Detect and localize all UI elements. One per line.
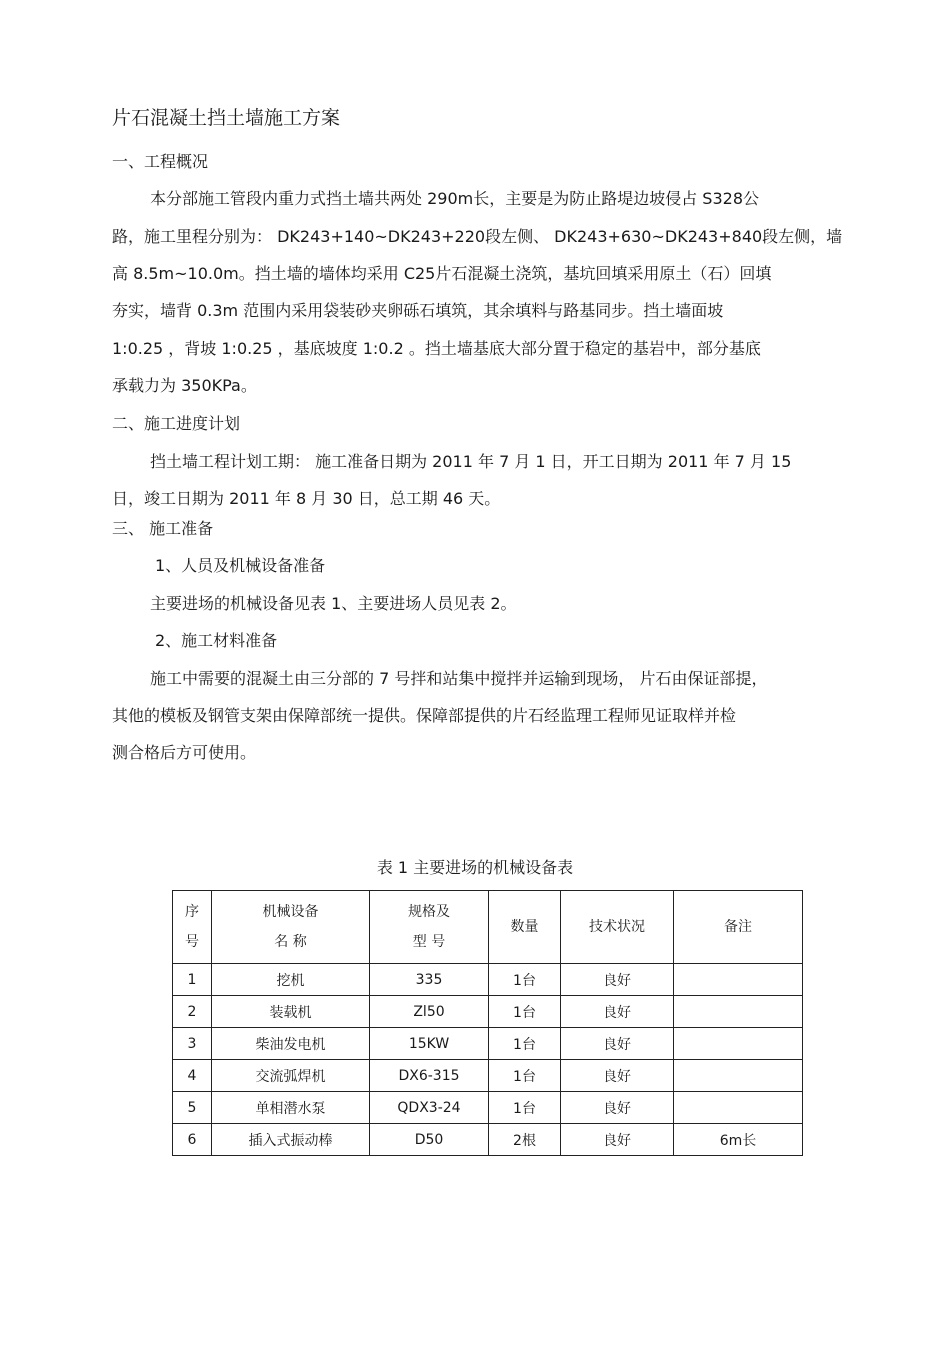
cell-no: 6 (173, 1124, 212, 1156)
paragraph-1-line-6: 承载力为 350KPa。 (112, 376, 257, 395)
cell-note (674, 964, 803, 996)
header-no-line-2: 号 (185, 934, 199, 950)
table-header-row (173, 891, 803, 964)
cell-status: 良好 (561, 1124, 674, 1156)
cell-note: 6m长 (674, 1124, 803, 1156)
cell-no: 4 (173, 1060, 212, 1092)
header-status: 技术状况 (561, 891, 674, 964)
cell-status: 良好 (561, 1092, 674, 1124)
cell-note (674, 996, 803, 1028)
table-row (173, 1060, 803, 1092)
cell-qty: 1台 (489, 1092, 561, 1124)
paragraph-2-line-2: 日，竣工日期为 2011 年 8 月 30 日，总工期 46 天。 (112, 489, 501, 508)
header-note: 备注 (674, 891, 803, 964)
document-title: 片石混凝土挡土墙施工方案 (112, 107, 341, 129)
cell-status: 良好 (561, 996, 674, 1028)
table-caption: 表 1 主要进场的机械设备表 (376, 858, 574, 877)
cell-no: 2 (173, 996, 212, 1028)
equipment-table (172, 890, 803, 1156)
header-name-line-2: 名 称 (274, 934, 307, 950)
cell-status: 良好 (561, 1060, 674, 1092)
cell-name: 交流弧焊机 (212, 1060, 370, 1092)
cell-spec: 15KW (370, 1028, 489, 1060)
paragraph-1-line-1: 本分部施工管段内重力式挡土墙共两处 290m长，主要是为防止路堤边坡侵占 S328公 (150, 189, 759, 208)
paragraph-2-line-1: 挡土墙工程计划工期： 施工准备日期为 2011 年 7 月 1 日，开工日期为 2011 年 7 月 15 (150, 452, 792, 471)
paragraph-3-line-1: 施工中需要的混凝土由三分部的 7 号拌和站集中搅拌并运输到现场， 片石由保证部提， (150, 669, 768, 688)
subsection-3-1-heading: 1、人员及机械设备准备 (155, 556, 326, 575)
paragraph-1-line-3: 高 8.5m~10.0m。挡土墙的墙体均采用 C25片石混凝土浇筑，基坑回填采用原土（石）回填 (112, 264, 772, 283)
subsection-3-2-heading: 2、施工材料准备 (155, 631, 278, 650)
cell-qty: 1台 (489, 964, 561, 996)
cell-name: 装载机 (212, 996, 370, 1028)
table-row (173, 1092, 803, 1124)
cell-name: 柴油发电机 (212, 1028, 370, 1060)
cell-qty: 1台 (489, 1028, 561, 1060)
cell-spec: DX6-315 (370, 1060, 489, 1092)
cell-name: 插入式振动棒 (212, 1124, 370, 1156)
cell-no: 5 (173, 1092, 212, 1124)
cell-note (674, 1028, 803, 1060)
cell-status: 良好 (561, 964, 674, 996)
cell-note (674, 1092, 803, 1124)
table-row (173, 964, 803, 996)
cell-spec: 335 (370, 964, 489, 996)
header-no (173, 891, 212, 964)
cell-qty: 2根 (489, 1124, 561, 1156)
subsection-3-1-text: 主要进场的机械设备见表 1、主要进场人员见表 2。 (150, 594, 517, 613)
section-2-heading: 二、施工进度计划 (112, 414, 241, 433)
cell-no: 3 (173, 1028, 212, 1060)
table-row (173, 1124, 803, 1156)
table-row (173, 996, 803, 1028)
cell-spec: Zl50 (370, 996, 489, 1028)
table-row (173, 1028, 803, 1060)
paragraph-1-line-4: 夯实，墙背 0.3m 范围内采用袋装砂夹卵砾石填筑，其余填料与路基同步。挡土墙面坡 (112, 301, 724, 320)
paragraph-1-line-5: 1:0.25 ，背坡 1:0.25 ，基底坡度 1:0.2 。挡土墙基底大部分置于稳定的基岩中，部分基底 (112, 339, 761, 358)
cell-spec: D50 (370, 1124, 489, 1156)
cell-qty: 1台 (489, 996, 561, 1028)
cell-name: 挖机 (212, 964, 370, 996)
cell-spec: QDX3-24 (370, 1092, 489, 1124)
cell-note (674, 1060, 803, 1092)
cell-qty: 1台 (489, 1060, 561, 1092)
cell-no: 1 (173, 964, 212, 996)
header-spec-line-1: 规格及 (408, 904, 450, 920)
section-3-heading: 三、 施工准备 (112, 519, 214, 538)
section-1-heading: 一、工程概况 (112, 152, 209, 171)
paragraph-3-line-2: 其他的模板及钢管支架由保障部统一提供。保障部提供的片石经监理工程师见证取样并检 (112, 706, 737, 725)
header-qty: 数量 (489, 891, 561, 964)
paragraph-1-line-2: 路，施工里程分别为： DK243+140~DK243+220段左侧、 DK243+630~DK243+840段左侧，墙 (112, 227, 843, 246)
header-spec-line-2: 型 号 (412, 934, 446, 950)
paragraph-3-line-3: 测合格后方可使用。 (112, 743, 257, 762)
header-name-line-1: 机械设备 (262, 904, 319, 920)
cell-name: 单相潜水泵 (212, 1092, 370, 1124)
cell-status: 良好 (561, 1028, 674, 1060)
header-name (212, 891, 370, 964)
header-no-line-1: 序 (185, 904, 199, 920)
header-spec (370, 891, 489, 964)
